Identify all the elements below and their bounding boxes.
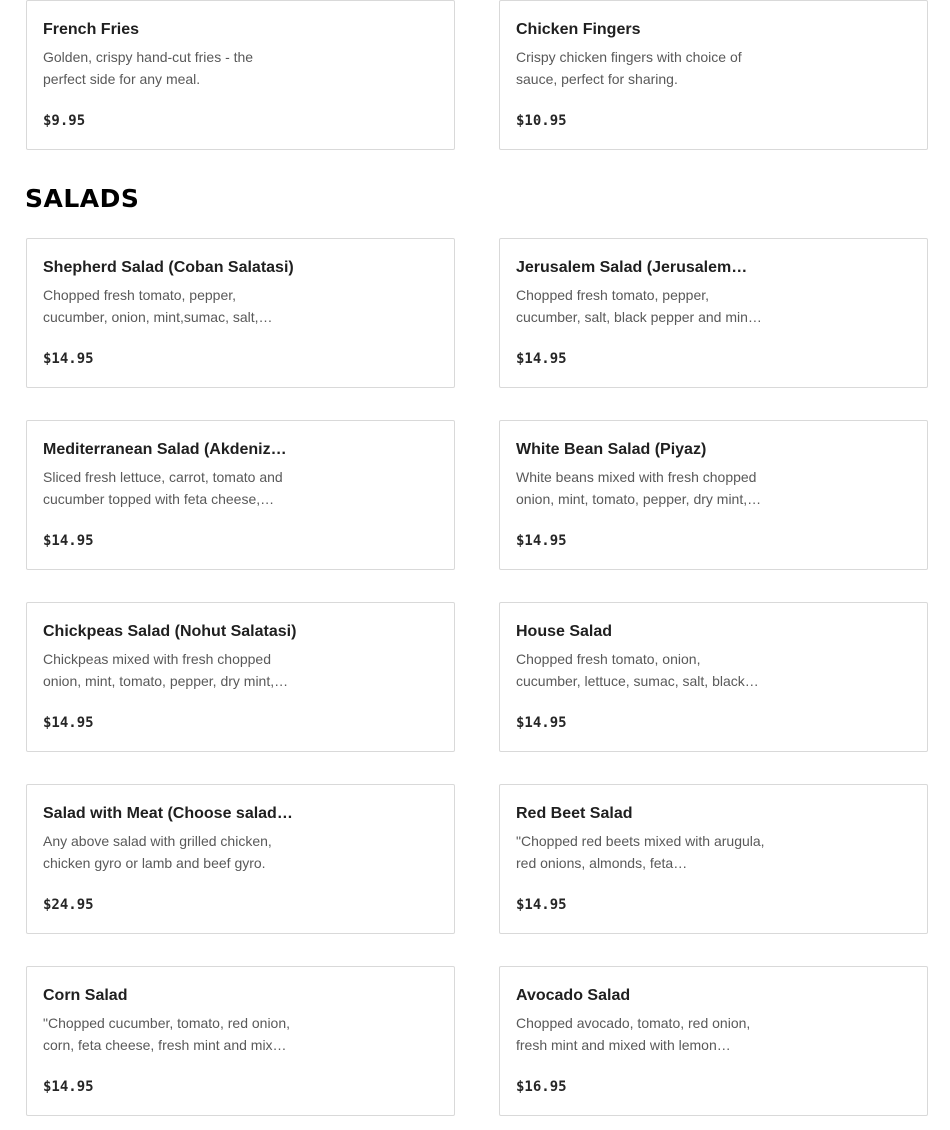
menu-item-card[interactable]	[26, 420, 455, 570]
item-description: Crispy chicken fingers with choice of sauce, perfect for sharing.	[516, 49, 742, 87]
item-name: Red Beet Salad	[516, 805, 633, 822]
menu-item-card[interactable]	[26, 784, 455, 934]
item-description: Any above salad with grilled chicken, chicken gyro or lamb and beef gyro.	[43, 833, 272, 871]
item-name: Corn Salad	[43, 987, 128, 1004]
section-title-salads: SALADS	[25, 184, 140, 213]
item-description: "Chopped red beets mixed with arugula, red onions, almonds, feta…	[516, 833, 765, 871]
item-price: $14.95	[43, 533, 94, 549]
menu-item-card[interactable]	[499, 0, 928, 150]
item-price: $14.95	[516, 533, 567, 549]
item-price: $14.95	[516, 715, 567, 731]
item-name: Mediterranean Salad (Akdeniz…	[43, 441, 287, 458]
item-price: $14.95	[43, 351, 94, 367]
menu-item-card[interactable]	[26, 966, 455, 1116]
item-price: $10.95	[516, 113, 567, 129]
item-name: French Fries	[43, 21, 140, 38]
item-description: White beans mixed with fresh chopped onion, mint, tomato, pepper, dry mint,…	[516, 469, 762, 507]
item-description: "Chopped cucumber, tomato, red onion, corn, feta cheese, fresh mint and mix…	[43, 1015, 291, 1053]
menu-item-card[interactable]	[499, 238, 928, 388]
menu-item-card[interactable]	[499, 966, 928, 1116]
item-description: Chopped fresh tomato, pepper, cucumber, onion, mint,sumac, salt,…	[43, 287, 273, 325]
item-name: Shepherd Salad (Coban Salatasi)	[43, 259, 294, 276]
menu-item-card[interactable]	[26, 0, 455, 150]
item-name: Avocado Salad	[516, 987, 631, 1004]
menu-item-card[interactable]	[499, 602, 928, 752]
item-name: House Salad	[516, 623, 613, 640]
item-name: White Bean Salad (Piyaz)	[516, 441, 707, 458]
item-price: $16.95	[516, 1079, 567, 1095]
item-description: Chopped fresh tomato, pepper, cucumber, salt, black pepper and min…	[516, 287, 762, 325]
item-description: Sliced fresh lettuce, carrot, tomato and cucumber topped with feta cheese,…	[43, 469, 283, 507]
item-price: $14.95	[516, 351, 567, 367]
item-name: Salad with Meat (Choose salad…	[43, 805, 293, 822]
item-name: Chickpeas Salad (Nohut Salatasi)	[43, 623, 297, 640]
item-price: $14.95	[43, 1079, 94, 1095]
item-description: Golden, crispy hand-cut fries - the perfect side for any meal.	[43, 49, 254, 87]
item-description: Chickpeas mixed with fresh chopped onion, mint, tomato, pepper, dry mint,…	[43, 651, 289, 689]
menu-item-card[interactable]	[26, 602, 455, 752]
menu-item-card[interactable]	[499, 420, 928, 570]
item-description: Chopped avocado, tomato, red onion, fresh mint and mixed with lemon…	[516, 1015, 751, 1053]
item-price: $14.95	[43, 715, 94, 731]
menu-item-card[interactable]	[26, 238, 455, 388]
menu-item-card[interactable]	[499, 784, 928, 934]
item-price: $9.95	[43, 113, 86, 129]
item-price: $14.95	[516, 897, 567, 913]
item-price: $24.95	[43, 897, 94, 913]
item-name: Chicken Fingers	[516, 21, 641, 38]
item-description: Chopped fresh tomato, onion, cucumber, lettuce, sumac, salt, black…	[516, 651, 759, 689]
item-name: Jerusalem Salad (Jerusalem…	[516, 259, 748, 276]
